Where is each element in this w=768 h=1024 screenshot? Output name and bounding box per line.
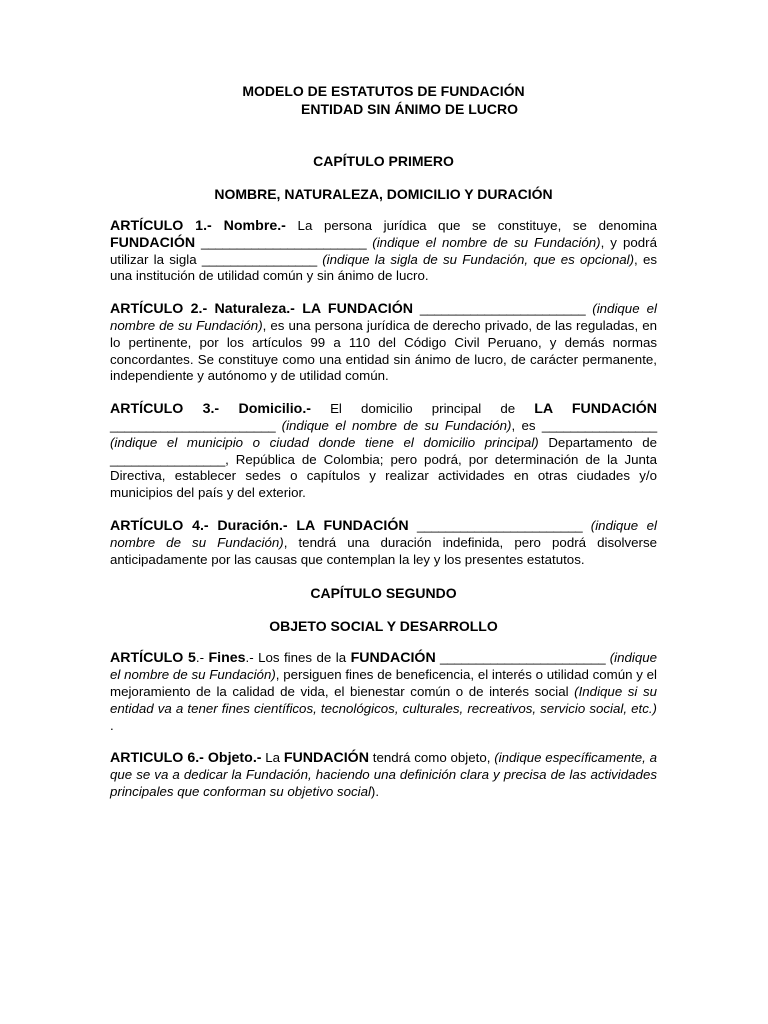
article-5-heading: ARTÍCULO 5: [110, 650, 196, 667]
article-6: ARTICULO 6.- Objeto.- La FUNDACIÓN tendrá como objeto, (indique específicamente, a que se va a dedicar la Fundación, haciendo una definición clara y precisa de las actividades principales que conforman su objetivo social).: [110, 750, 657, 799]
document-title: [110, 82, 657, 118]
blank-field: ________________: [110, 451, 226, 467]
blank-field: _______________________: [413, 301, 593, 317]
chapter-1-title: CAPÍTULO PRIMERO: [313, 153, 454, 169]
article-1: ARTÍCULO 1.- Nombre.- La persona jurídica que se constituye, se denomina FUNDACIÓN _______________________ (indique el nombre de su Fundación), y podrá utilizar la sigla ________________ (indique la sigla de su Fundación, que es opcional), es una institución de utilidad común y sin ánimo de lucro.: [110, 218, 657, 284]
blank-field: _______________________: [110, 417, 282, 433]
article-3: ARTÍCULO 3.- Domicilio.- El domicilio principal de LA FUNDACIÓN _______________________ (indique el nombre de su Fundación), es ________________ (indique el municipio o ciudad donde tiene el domicilio principal) Departamento de ________________, República de Colombia; pero podrá, por determinación de la Junta Directiva, establecer sedes o capítulos y realizar actividades en otras ciudades y/o municipios del país y del exterior.: [110, 401, 658, 501]
article-6-heading: ARTICULO 6.- Objeto.-: [110, 750, 262, 767]
blank-field: ________________: [201, 251, 317, 267]
chapter-1-subtitle: NOMBRE, NATURALEZA, DOMICILIO Y DURACIÓN: [214, 186, 553, 202]
article-3-heading: ARTÍCULO 3.- Domicilio.-: [110, 401, 311, 418]
article-5: ARTÍCULO 5.- Fines.- Los fines de la FUNDACIÓN _______________________ (indique el nombre de su Fundación), persiguen fines de beneficencia, el interés o utilidad común y el mejoramiento de la calidad de vida, el bienestar común o de interés social (Indique si su entidad va a tener fines científicos, tecnológicos, culturales, recreativos, servicio social, etc.) .: [110, 650, 658, 733]
article-4: ARTÍCULO 4.- Duración.- LA FUNDACIÓN _______________________ (indique el nombre de su Fundación), tendrá una duración indefinida, pero podrá disolverse anticipadamente por las causas que contemplan la ley y los presentes estatutos.: [110, 517, 657, 567]
article-4-heading: ARTÍCULO 4.- Duración.- LA FUNDACIÓN: [110, 517, 409, 534]
article-2-heading: ARTÍCULO 2.- Naturaleza.- LA FUNDACIÓN: [110, 301, 414, 318]
chapter-2-subtitle: OBJETO SOCIAL Y DESARROLLO: [269, 618, 498, 635]
title-line-2: ENTIDAD SIN ÁNIMO DE LUCRO: [301, 101, 518, 117]
blank-field: ________________: [541, 417, 657, 433]
title-line-1: MODELO DE ESTATUTOS DE FUNDACIÓN: [242, 83, 525, 99]
article-1-heading: ARTÍCULO 1.- Nombre.-: [110, 218, 286, 234]
blank-field: _______________________: [408, 517, 591, 533]
blank-field: _______________________: [435, 650, 610, 666]
article-2: ARTÍCULO 2.- Naturaleza.- LA FUNDACIÓN _______________________ (indique el nombre de su Fundación), es una persona jurídica de derecho privado, de las reguladas, en lo pertinente, por los artículos 99 a 110 del Código Civil Peruano, y demás normas concordantes. Se constituye como una entidad sin ánimo de lucro, de carácter permanente, independiente y autónomo y de utilidad común.: [110, 301, 658, 384]
chapter-2-title: CAPÍTULO SEGUNDO: [310, 585, 457, 602]
blank-field: _______________________: [195, 234, 373, 250]
